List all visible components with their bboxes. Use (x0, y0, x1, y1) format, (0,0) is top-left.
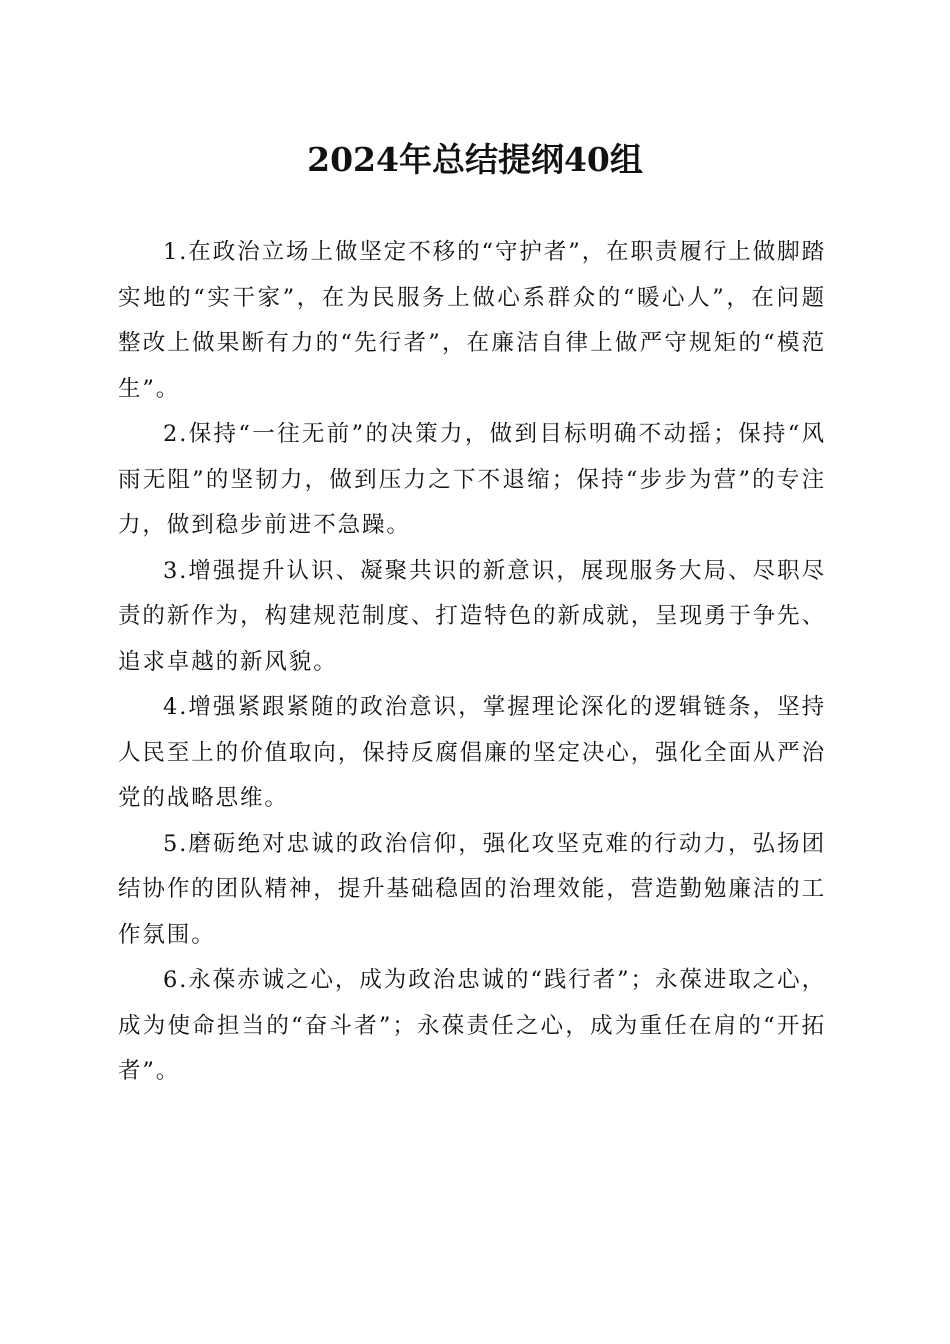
paragraph-2: 2.保持“一往无前”的决策力，做到目标明确不动摇；保持“风雨无阻”的坚韧力，做到压力之下不退缩；保持“步步为营”的专注力，做到稳步前进不急躁。 (118, 421, 826, 538)
document-body (118, 230, 826, 1095)
paragraph-5: 5.磨砺绝对忠诚的政治信仰，强化攻坚克难的行动力，弘扬团结协作的团队精神，提升基础稳固的治理效能，营造勤勉廉洁的工作氛围。 (118, 830, 826, 948)
document-title: 2024年总结提纲40组 (307, 140, 643, 179)
paragraph-1: 1.在政治立场上做坚定不移的“守护者”，在职责履行上做脚踏实地的“实干家”，在为民服务上做心系群众的“暖心人”，在问题整改上做果断有力的“先行者”，在廉洁自律上做严守规矩的“模范生”。 (118, 239, 826, 402)
paragraph-4: 4.增强紧跟紧随的政治意识，掌握理论深化的逻辑链条，坚持人民至上的价值取向，保持反腐倡廉的坚定决心，强化全面从严治党的战略思维。 (118, 694, 826, 811)
paragraph-3: 3.增强提升认识、凝聚共识的新意识，展现服务大局、尽职尽责的新作为，构建规范制度、打造特色的新成就，呈现勇于争先、追求卓越的新风貌。 (118, 557, 826, 675)
paragraph-6: 6.永葆赤诚之心，成为政治忠诚的“践行者”；永葆进取之心，成为使命担当的“奋斗者”；永葆责任之心，成为重任在肩的“开拓者”。 (118, 967, 826, 1084)
